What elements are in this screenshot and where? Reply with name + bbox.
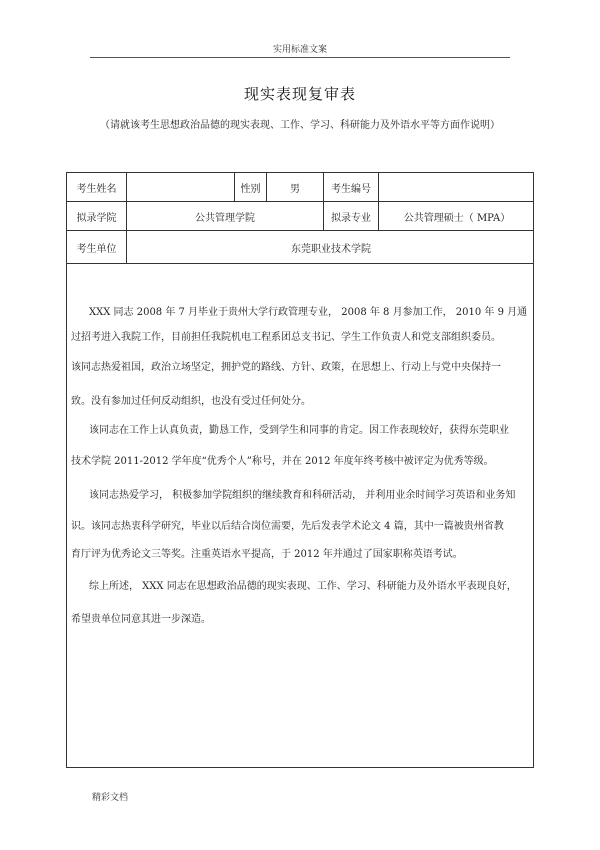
- gender-value: 男: [267, 173, 324, 201]
- text-line: 希望贵单位同意其进一步深造。: [71, 614, 211, 625]
- major-label: 拟录专业: [324, 202, 379, 230]
- text-line: 该同志热爱学习， 积极参加学院组织的继续教育和科研活动， 并利用业余时间学习英语和业务知: [89, 490, 516, 501]
- page-title: 现实表现复审表: [243, 85, 356, 103]
- text-line: 综上所述， XXX 同志在思想政治品德的现实表现、工作、学习、科研能力及外语水平表现良好，: [89, 581, 517, 592]
- form-row-basic: [67, 173, 533, 202]
- college-value: 公共管理学院: [127, 202, 324, 230]
- text-line: 育厅评为优秀论文三等奖。注重英语水平提高，于 2012 年并通过了国家职称英语考试。: [71, 549, 463, 560]
- gender-label: 性别: [235, 173, 267, 201]
- college-label: 拟录学院: [67, 202, 127, 230]
- name-label: 考生姓名: [67, 173, 127, 201]
- unit-label: 考生单位: [67, 231, 127, 263]
- unit-value: 东莞职业技术学院: [291, 243, 371, 255]
- id-value: [379, 173, 535, 201]
- text-line: XXX 同志 2008 年 7 月毕业于贵州大学行政管理专业， 2008 年 8 月参加工作， 2010 年 9 月通: [89, 307, 528, 318]
- review-form-table: [66, 172, 534, 768]
- id-label: 考生编号: [324, 173, 379, 201]
- text-line: 技术学院 2011-2012 学年度“优秀个人”称号，并在 2012 年度年终考核中被评定为优秀等级。: [71, 456, 494, 467]
- header-rule: [90, 57, 510, 58]
- page-footer: 精彩文档: [92, 793, 129, 803]
- text-line: 过招考进入我院工作，目前担任我院机电工程系团总支书记、学生工作负责人和党支部组织委员。: [71, 332, 501, 343]
- page-header: 实用标准文案: [272, 45, 327, 55]
- form-row-college: [67, 202, 533, 231]
- text-line: 识。该同志热衷科学研究，毕业以后结合岗位需要，先后发表学术论文 4 篇，其中一篇被贵州省教: [71, 521, 504, 532]
- text-line: 致。没有参加过任何反动组织，也没有受过任何处分。: [71, 396, 311, 407]
- name-value: [127, 173, 235, 201]
- text-line: 该同志热爱祖国，政治立场坚定，拥护党的路线、方针、政策，在思想上、行动上与党中央保持一: [71, 362, 501, 373]
- text-line: 该同志在工作上认真负责，勤恳工作，受到学生和同事的肯定。因工作表现较好，获得东莞职业: [89, 425, 509, 436]
- page-subtitle: （请就该考生思想政治品德的现实表现、工作、学习、科研能力及外语水平等方面作说明）: [100, 120, 500, 131]
- form-row-unit: [67, 231, 533, 264]
- review-text-area: [67, 264, 533, 767]
- major-value: 公共管理硕士（ MPA）: [403, 212, 511, 224]
